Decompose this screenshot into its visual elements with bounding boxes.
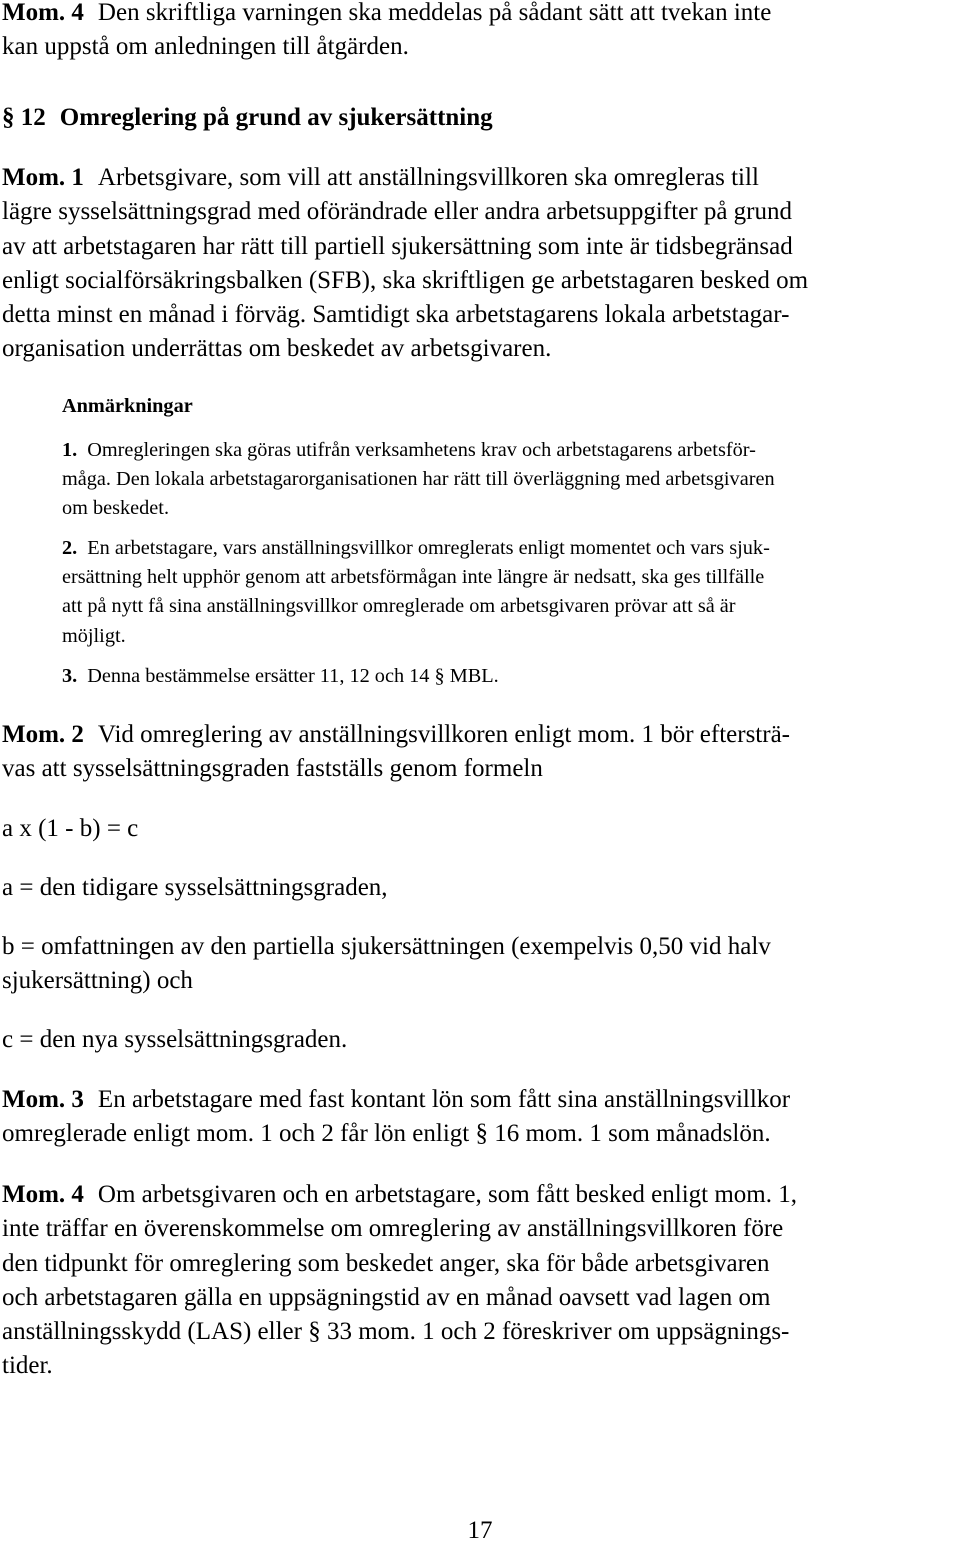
- notes-heading: Anmärkningar: [62, 395, 193, 417]
- mom3-paragraph: [2, 1083, 790, 1152]
- note-line: 2. En arbetstagare, vars anställningsvillkor omreglerats enligt momentet och vars sjuk-: [62, 537, 770, 559]
- mom-label: Mom. 1: [2, 164, 84, 191]
- mom1-line: detta minst en månad i förväg. Samtidigt ska arbetstagarens lokala arbetstagar-: [2, 301, 790, 329]
- mom1-paragraph: [2, 161, 808, 367]
- mom4-line: anställningsskydd (LAS) eller § 33 mom. 1 och 2 föreskriver om uppsägnings-: [2, 1318, 790, 1346]
- formula: a x (1 - b) = c: [2, 815, 139, 842]
- mom2-paragraph: [2, 718, 790, 787]
- note-item-1: [62, 436, 775, 524]
- note-item-2: [62, 534, 770, 651]
- mom2-line: vas att sysselsättningsgraden fastställs genom formeln: [2, 755, 543, 783]
- note-line: måga. Den lokala arbetstagarorganisationen har rätt till överläggning med arbetsgivaren: [62, 468, 775, 491]
- mom-label: Mom. 4: [2, 1181, 84, 1208]
- mom1-line: Mom. 1 Arbetsgivare, som vill att anställningsvillkoren ska omregleras till: [2, 164, 759, 191]
- note-number: 2.: [62, 537, 78, 559]
- mom-label: Mom. 3: [2, 1086, 84, 1113]
- intro-line: Mom. 4 Den skriftliga varningen ska meddelas på sådant sätt att tvekan inte: [2, 0, 772, 26]
- section-number: § 12: [2, 104, 46, 131]
- definition-c: c = den nya sysselsättningsgraden.: [2, 1026, 348, 1053]
- note-number: 1.: [62, 439, 78, 461]
- mom2-line: Mom. 2 Vid omreglering av anställningsvillkoren enligt mom. 1 bör eftersträ-: [2, 721, 790, 748]
- note-line: möjligt.: [62, 624, 126, 647]
- page-number: 17: [467, 1517, 493, 1544]
- mom3-line: Mom. 3 En arbetstagare med fast kontant lön som fått sina anställningsvillkor: [2, 1086, 791, 1113]
- mom-label: Mom. 2: [2, 721, 84, 748]
- section-title: Omreglering på grund av sjukersättning: [59, 104, 493, 131]
- section-heading: [2, 101, 493, 135]
- mom-label: Mom. 4: [2, 0, 84, 26]
- note-line: ersättning helt upphör genom att arbetsförmågan inte längre är nedsatt, ska ges tillfälle: [62, 566, 765, 589]
- definition-a: a = den tidigare sysselsättningsgraden,: [2, 874, 388, 901]
- mom4-line: Mom. 4 Om arbetsgivaren och en arbetstagare, som fått besked enligt mom. 1,: [2, 1181, 798, 1208]
- definition-b: [2, 930, 771, 999]
- mom4-line: den tidpunkt för omreglering som beskedet anger, ska för både arbetsgivaren: [2, 1249, 770, 1277]
- mom1-line: organisation underrättas om beskedet av arbetsgivaren.: [2, 335, 552, 363]
- definition-line: b = omfattningen av den partiella sjukersättningen (exempelvis 0,50 vid halv: [2, 933, 771, 960]
- intro-line: kan uppstå om anledningen till åtgärden.: [2, 33, 409, 61]
- note-item-3: [62, 662, 499, 691]
- mom4-paragraph: [2, 1178, 797, 1384]
- mom1-line: lägre sysselsättningsgrad med oförändrade eller andra arbetsuppgifter på grund: [2, 198, 792, 226]
- note-number: 3.: [62, 665, 78, 687]
- note-line: 1. Omregleringen ska göras utifrån verksamhetens krav och arbetstagarens arbetsför-: [62, 439, 756, 461]
- mom3-line: omreglerade enligt mom. 1 och 2 får lön enligt § 16 mom. 1 som månadslön.: [2, 1120, 771, 1148]
- definition-line: sjukersättning) och: [2, 967, 193, 995]
- note-line: 3. Denna bestämmelse ersätter 11, 12 och 14 § MBL.: [62, 665, 499, 687]
- mom4-line: tider.: [2, 1352, 53, 1380]
- mom4-line: inte träffar en överenskommelse om omreglering av anställningsvillkoren före: [2, 1215, 784, 1243]
- mom1-line: av att arbetstagaren har rätt till partiell sjukersättning som inte är tidsbegränsad: [2, 232, 793, 260]
- mom4-line: och arbetstagaren gälla en uppsägningstid av en månad oavsett vad lagen om: [2, 1283, 771, 1311]
- note-line: att på nytt få sina anställningsvillkor omreglerade om arbetsgivaren prövar att så är: [62, 595, 736, 618]
- intro-paragraph: [2, 0, 771, 65]
- mom1-line: enligt socialförsäkringsbalken (SFB), ska skriftligen ge arbetstagaren besked om: [2, 266, 809, 294]
- note-line: om beskedet.: [62, 497, 170, 520]
